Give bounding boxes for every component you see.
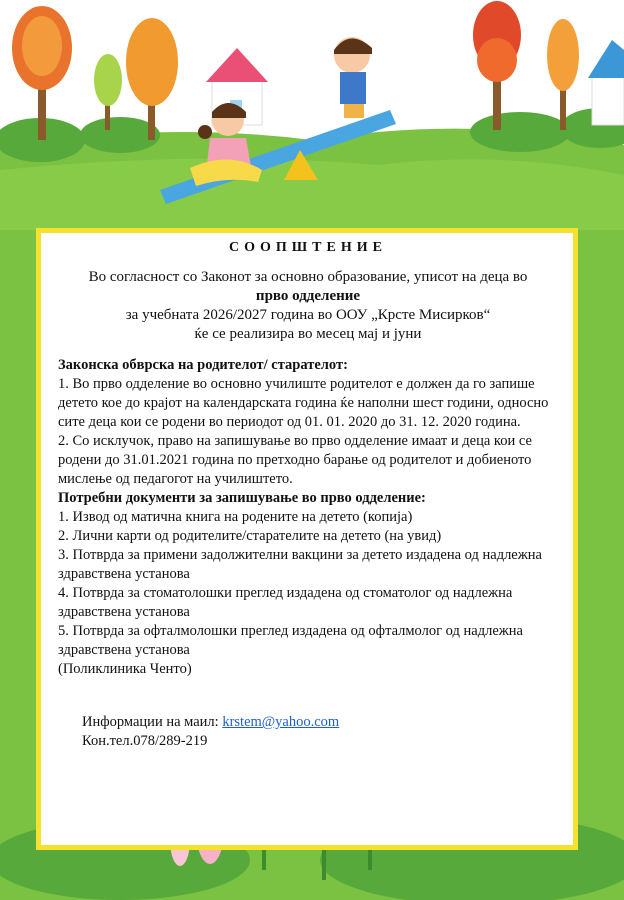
contact-email-label: Информации на маил:: [82, 714, 223, 730]
notice-title: СООПШТЕНИЕ: [229, 240, 387, 255]
notice-body: [58, 356, 558, 679]
intro-grade: прво одделение: [255, 288, 361, 304]
contact-phone: Кон.тел.078/289-219: [82, 733, 208, 749]
intro-line-3: за учебната 2026/2027 година во ООУ „Крсте Мисирков“: [125, 307, 491, 323]
document-item-4: 4. Потврда за стоматолошки преглед издадена од стоматолог од надлежна здравствена установа: [58, 585, 513, 620]
notice-content: [58, 236, 558, 679]
obligation-item-1: 1. Во прво одделение во основно училиште родителот е должен да го запише детето кое до крајот на календарската година ќе наполни шест години, односно сите деца кои се родени во периодот од 01. 01. 2020 до 31. 12. 2020 година.: [58, 376, 549, 430]
obligation-item-2: 2. Со исклучок, право на запишување во прво одделение имаат и деца кои се родени до 31.01.2021 година по претходно барање од родителот и добиеното мислење од педагогот на училиштето.: [58, 433, 532, 487]
document-item-1: 1. Извод од матична книга на родените на детето (копија): [58, 509, 413, 525]
document-item-5: 5. Потврда за офталмолошки преглед издадена од офталмолог од надлежна здравствена установа: [58, 623, 523, 658]
clinic-note: (Поликлиника Ченто): [58, 661, 192, 677]
contact-email-line: [82, 713, 339, 732]
obligation-heading: Законска обврска на родителот/ старателот:: [58, 357, 348, 373]
document-item-2: 2. Лични карти од родителите/старателите на детето (на увид): [58, 528, 442, 544]
contact-info: [82, 713, 339, 751]
document-item-3: 3. Потврда за примени задолжителни вакцини за детето издадена од надлежна здравствена установа: [58, 547, 542, 582]
documents-heading: Потребни документи за запишување во прво одделение:: [58, 490, 426, 506]
intro-line-1: Во согласност со Законот за основно образование, уписот на деца во: [88, 269, 528, 285]
contact-email-link[interactable]: krstem@yahoo.com: [222, 714, 340, 730]
intro-line-4: ќе се реализира во месец мај и јуни: [194, 326, 422, 342]
